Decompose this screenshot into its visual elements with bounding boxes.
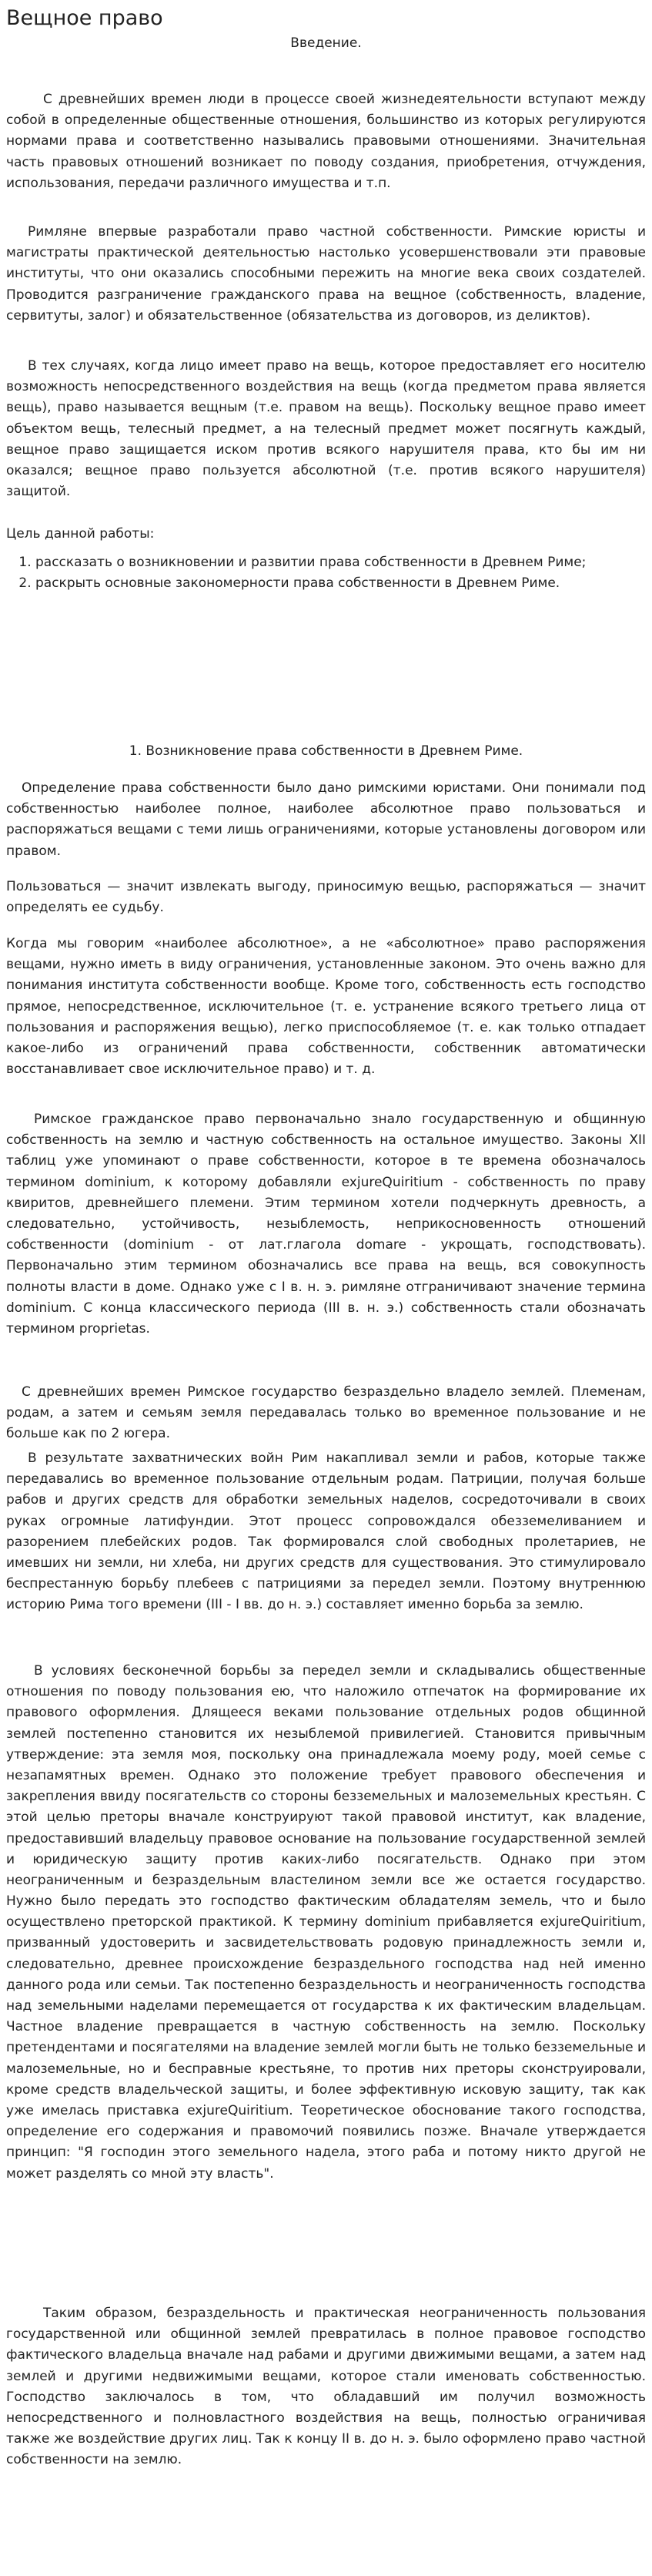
intro-paragraph-1: С древнейших времен люди в процессе своей жизнедеятельности вступают между собой в определенные общественные отношения, большинство из которых регулируются нормами права и соответственно назывались правовыми отношениями. Значительная часть правовых отношений возникает по поводу создания, приобретения, отчуждения, использования, передачи различного имущества и т.п. [6, 92, 646, 191]
intro-heading: Введение. [290, 35, 362, 51]
section1-paragraph-2: Пользоваться — значит извлекать выгоду, приносимую вещью, распоряжаться — значит определять ее судьбу. [6, 879, 646, 916]
section1-paragraph-5: С древнейших времен Римское государство безраздельно владело землей. Племенам, родам, а затем и семьям земля передавалась только во временное пользование и не больше как по 2 югера. [6, 1384, 646, 1442]
section1-paragraph-4: Римское гражданское право первоначально знало государственную и общинную собственность на землю и частную собственность на остальное имущество. Законы XII таблиц уже упоминают о праве собственности, которое в те времена обозначалось термином dominium, к которому добавляли exjureQuiritium - собственность по праву квиритов, древнейшего племени. Этим термином хотели подчеркнуть древность, а следовательно, устойчивость, незыблемость, неприкосновенность отношений собственности (dominium - от лат.глагола domare - укрощать, господствовать). Первоначально этим термином обозначались все права на вещь, вся совокупность полноты власти в доме. Однако уже с I в. н. э. римляне отграничивают значение термина dominium. С конца классического периода (III в. н. э.) собственность стали обозначать термином proprietas. [6, 1112, 646, 1337]
section1-paragraph-6: В результате захватнических войн Рим накапливал земли и рабов, которые также передавались во временное пользование отдельным родам. Патриции, получая больше рабов и других средств для обработки земельных наделов, сосредоточивали в своих руках огромные латифундии. Этот процесс сопровождался обезземеливанием и разорением плебейских родов. Так формировался слой свободных пролетариев, не имевших ни земли, ни хлеба, ни других средств для существования. Это стимулировало беспрестанную борьбу плебеев с патрициями за передел земли. Поэтому внутреннюю историю Рима того времени (III - I вв. до н. э.) составляет именно борьба за землю. [6, 1451, 646, 1613]
section1-paragraph-3: Когда мы говорим «наиболее абсолютное», а не «абсолютное» право распоряжения вещами, нужно иметь в виду ограничения, установленные законом. Это очень важно для понимания института собственности вообще. Кроме того, собственность есть господство прямое, непосредственное, исключительное (т. е. устранение всякого третьего лица от пользования и распоряжения вещью), легко приспособляемое (т. е. как только отпадает какое-либо из ограничений права собственности, собственник автоматически восстанавливает свое исключительное право) и т. д. [6, 936, 646, 1078]
section1-paragraph-7: В условиях бесконечной борьбы за передел земли и складывались общественные отношения по поводу пользования ею, что наложило отпечаток на формирование их правового оформления. Длящееся веками пользование отдельных родов общинной землей постепенно становится их незыблемой привилегией. Становится привычным утверждение: эта земля моя, поскольку она принадлежала моему роду, моей семье с незапамятных времен. Однако это положение требует правового обеспечения и закрепления ввиду посягательств со стороны безземельных и малоземельных крестьян. С этой целью преторы вначале конструируют такой правовой институт, как владение, предоставивший владельцу правовое основание на пользование государственной землей и юридическую защиту против каких-либо посягательств. Однако при этом неограниченным и безраздельным властелином земли все же остается государство. Нужно было передать это господство фактическим обладателям земель, что и было осуществлено преторской практикой. К термину dominium прибавляется exjureQuiritium, призванный удостоверить и засвидетельствовать родовую принадлежность земли и, следовательно, древнее происхождение безраздельного господства над ней именно данного рода или семьи. Так постепенно безраздельность и неограниченность господства над земельными наделами перемещается от государства к их фактическим владельцам. Частное владение превращается в частную собственность на землю. Поскольку претендентами и посягателями на владение землей могли быть не только безземельные и малоземельные, но и бесправные крестьяне, то против них преторы сконструировали, кроме средств владельческой защиты, и более эффективную исковую защиту, так как уже имелась приставка exjureQuiritium. Теоретическое обоснование такого господства, определение его содержания и правомочий появились позже. Вначале утверждается принцип: "Я господин этого земельного надела, этого раба и потому никто другой не может разделять со мной эту власть". [6, 1663, 647, 2182]
goal-item-1: 1. рассказать о возникновении и развитии права собственности в Древнем Риме; [35, 552, 652, 573]
intro-paragraph-2: Римляне впервые разработали право частной собственности. Римские юристы и магистраты практической деятельностью настолько усовершенствовали эти правовые институты, что они оказались способными пережить на многие века своих создателей. Проводится разграничение гражданского права на вещное (собственность, владение, сервитуты, залог) и обязательственное (обязательства из договоров, из деликтов). [6, 224, 646, 324]
section1-heading: 1. Возникновение права собственности в Древнем Риме. [129, 743, 523, 759]
intro-paragraph-3: В тех случаях, когда лицо имеет право на вещь, которое предоставляет его носителю возможность непосредственного воздействия на вещь (когда предметом права является вещь), право называется вещным (т.е. правом на вещь). Поскольку вещное право имеет объектом вещь, телесный предмет, а на телесный предмет может посягнуть каждый, вещное право защищается иском против всякого нарушителя права, кто бы им ни оказался; вещное право пользуется абсолютной (т.е. против всякого нарушителя) защитой. [6, 358, 646, 500]
goal-item-2: 2. раскрыть основные закономерности права собственности в Древнем Риме. [35, 573, 652, 594]
goals-list [6, 552, 652, 594]
section1-paragraph-8: Таким образом, безраздельность и практическая неограниченность пользования государственной или общинной землей превратилась в полное правовое господство фактического владельца вначале над рабами и другими движимыми вещами, а затем над землей и другими недвижимыми вещами, которое стали именовать собственностью. Господство заключалось в том, что обладавший им получил возможность непосредственного и полновластного воздействия на вещь, полностью ограничивая также же воздействие других лиц. Так к концу II в. до н. э. было оформлено право частной собственности на землю. [6, 2306, 646, 2468]
section1-paragraph-1: Определение права собственности было дано римскими юристами. Они понимали под собственностью наиболее полное, наиболее абсолютное право пользоваться и распоряжаться вещами с теми лишь ограничениями, которые установлены договором или правом. [6, 780, 646, 859]
goals-label: Цель данной работы: [6, 526, 155, 542]
document-title: Вещное право [6, 6, 163, 30]
